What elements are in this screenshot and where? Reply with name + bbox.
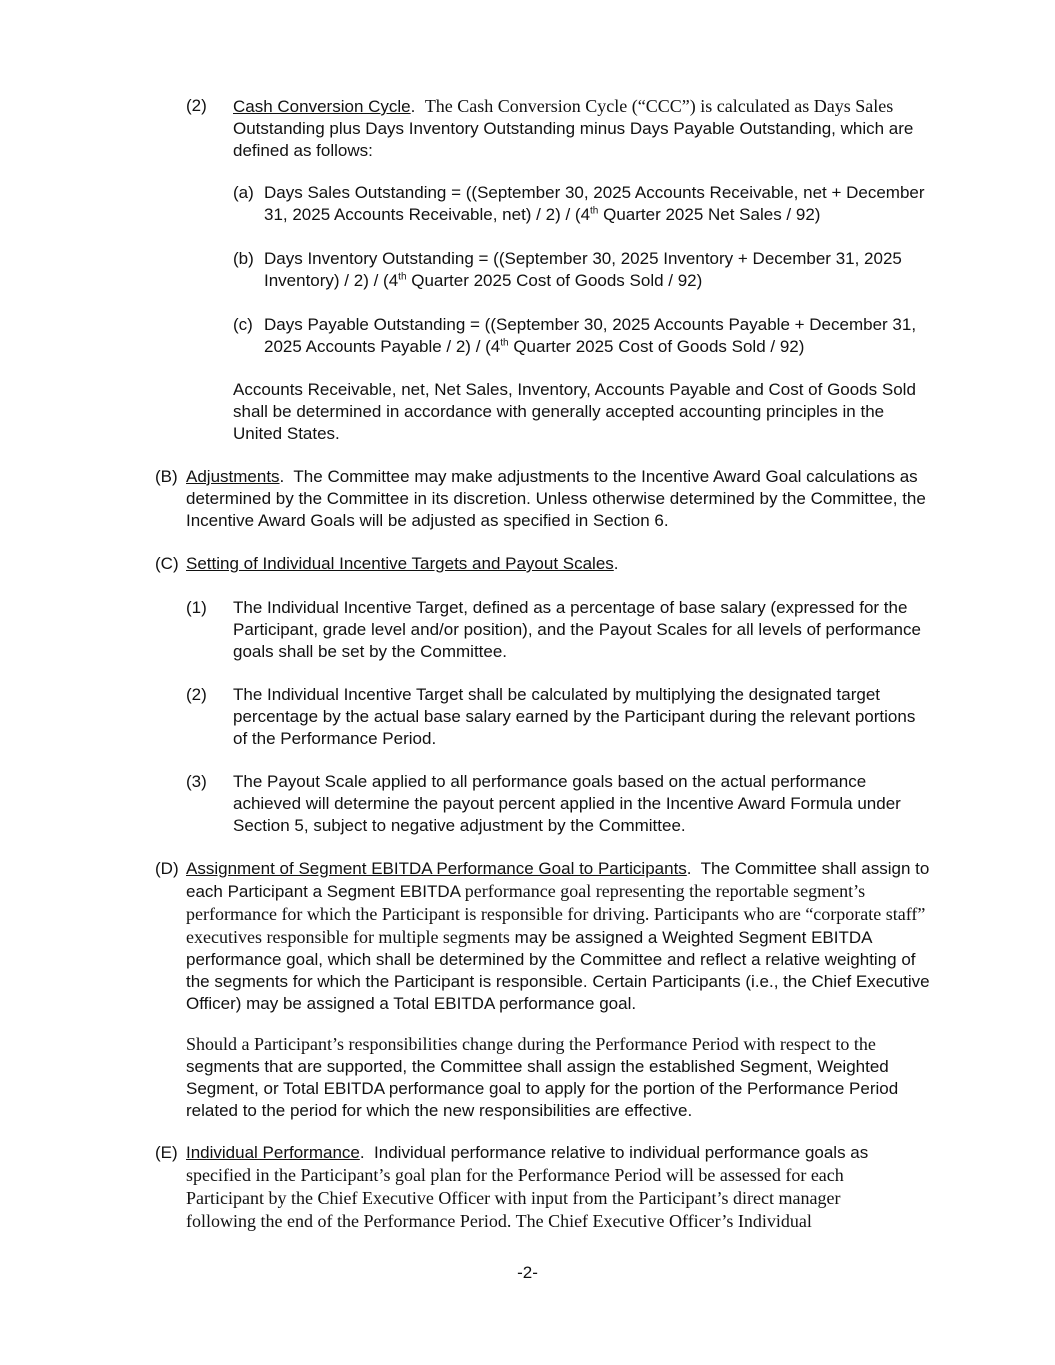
section-label: (B) <box>155 467 178 486</box>
list-item: The Individual Incentive Target shall be calculated by multiplying the designated target percentage by the actual base salary earned by the Participant during the relevant portions of the Performance Period. <box>233 685 916 748</box>
section-label: (D) <box>155 859 179 878</box>
item-label: (2) <box>186 96 207 115</box>
list-item: The Payout Scale applied to all performance goals based on the actual performance achieved will determine the payout percent applied in the Incentive Award Formula under Section 5, subject to negative adjustment by the Committee. <box>233 772 901 835</box>
superscript: th <box>398 271 407 283</box>
list-item: The Individual Incentive Target, defined as a percentage of base salary (expressed for the Participant, grade level and/or position), and the Payout Scales for all levels of performance goals shall be set by the Committee. <box>233 598 921 661</box>
individual-performance-paragraph: Individual Performance. Individual performance relative to individual performance goals as specified in the Participant’s goal plan for the Performance Period will be assessed for each Participant by the Chief Executive Officer with input from the Participant’s direct manager following the end of the Performance Period. The Chief Executive Officer’s Individual <box>186 1143 869 1231</box>
section-body: may be assigned a Weighted Segment EBITDA performance goal, which shall be determined by the Committee and reflect a relative weighting of the segments for which the Participant is responsible. Certain Participants (i.e., the Chief Executive Officer) may be assigned a Total EBITDA performance goal. <box>186 928 930 1013</box>
responsibility-change-paragraph <box>186 1033 926 1122</box>
section-body-serif: performance goal representing the reportable segment’s <box>464 881 866 901</box>
ebitda-paragraph: Assignment of Segment EBITDA Performance Goal to Participants. The Committee shall assign to each Participant a Segment EBITDA performance goal representing the reportable segment’s performance for which the Participant is responsible for driving. Participants who are “corporate staff” executives responsible for multiple segments may be assigned a Weighted Segment EBITDA performance goal, which shall be determined by the Committee and reflect a relative weighting of the segments for which the Participant is responsible. Certain Participants (i.e., the Chief Executive Officer) may be assigned a Total EBITDA performance goal. <box>186 859 930 1013</box>
formula-text: Days Inventory Outstanding = ((September 30, 2025 Inventory + December 31, 2025 Inventory) / 2) / (4 <box>264 249 902 290</box>
item-label: (3) <box>186 772 207 791</box>
dso-formula <box>264 182 934 226</box>
section-body: Individual performance relative to individual performance goals as <box>374 1143 869 1162</box>
section-body-serif: Should a Participant’s responsibilities change during the Performance Period with respect to the <box>186 1034 876 1054</box>
section-heading: Cash Conversion Cycle <box>233 97 411 116</box>
section-heading: Assignment of Segment EBITDA Performance Goal to Participants <box>186 859 687 878</box>
ccc-intro-rest: Outstanding plus Days Inventory Outstanding minus Days Payable Outstanding, which are defined as follows: <box>233 119 914 160</box>
section-label: (C) <box>155 554 179 573</box>
item-label: (a) <box>233 183 254 202</box>
section-body: segments that are supported, the Committee shall assign the established Segment, Weighted Segment, or Total EBITDA performance goal to apply for the portion of the Performance Period related to the period for which the new responsibilities are effective. <box>186 1057 899 1120</box>
adjustments-paragraph: Adjustments. The Committee may make adjustments to the Incentive Award Goal calculations as determined by the Committee in its discretion. Unless otherwise determined by the Committee, the Incentive Award Goals will be adjusted as specified in Section 6. <box>186 467 926 530</box>
gaap-paragraph: Accounts Receivable, net, Net Sales, Inventory, Accounts Payable and Cost of Goods Sold shall be determined in accordance with generally accepted accounting principles in the United States. <box>233 380 916 443</box>
page-number: -2- <box>517 1263 538 1282</box>
formula-text: Quarter 2025 Cost of Goods Sold / 92) <box>406 271 703 290</box>
item-label: (b) <box>233 249 254 268</box>
section-body: to each Participant a Segment EBITDA <box>186 859 930 901</box>
section-heading: Adjustments <box>186 467 280 486</box>
superscript: th <box>590 205 599 217</box>
dpo-formula <box>264 314 929 358</box>
section-label: (E) <box>155 1143 178 1162</box>
formula-text: Quarter 2025 Cost of Goods Sold / 92) <box>508 337 805 356</box>
section-body-serif: specified in the Participant’s goal plan for the Performance Period will be assessed for each Participant by the Chief Executive Officer with input from the Participant’s direct manager following the end of the Performance Period. The Chief Executive Officer’s Individual <box>186 1165 844 1231</box>
item-label: (c) <box>233 315 253 334</box>
item-label: (2) <box>186 685 207 704</box>
section-heading: Individual Performance <box>186 1143 360 1162</box>
targets-heading-line: Setting of Individual Incentive Targets and Payout Scales. <box>186 554 619 573</box>
section-body: The Committee may make adjustments to the Incentive Award Goal calculations as determined by the Committee in its discretion. Unless otherwise determined by the Committee, the Incentive Award Goals will be adjusted as specified in Section 6. <box>186 467 926 530</box>
item-label: (1) <box>186 598 207 617</box>
ccc-paragraph: Cash Conversion Cycle. The Cash Conversion Cycle (“CCC”) is calculated as Days Sales Outstanding plus Days Inventory Outstanding minus Days Payable Outstanding, which are defined as follows: <box>233 96 914 160</box>
superscript: th <box>500 337 509 349</box>
ccc-intro: The Cash Conversion Cycle (“CCC”) is calculated as Days Sales <box>424 96 894 116</box>
section-body: The Committee shall assign <box>700 859 911 878</box>
formula-text: Days Payable Outstanding = ((September 30, 2025 Accounts Payable + December 31, 2025 Accounts Payable / 2) / (4 <box>264 315 917 356</box>
formula-text: Quarter 2025 Net Sales / 92) <box>598 205 821 224</box>
dio-formula <box>264 248 924 292</box>
section-heading: Setting of Individual Incentive Targets and Payout Scales <box>186 554 614 573</box>
formula-text: Days Sales Outstanding = ((September 30, 2025 Accounts Receivable, net + December 31, 2025 Accounts Receivable, net) / 2) / (4 <box>264 183 925 224</box>
section-body-serif: performance for which the Participant is responsible for driving. Participants who are “corporate staff” executives responsible for multiple segments <box>186 904 926 947</box>
